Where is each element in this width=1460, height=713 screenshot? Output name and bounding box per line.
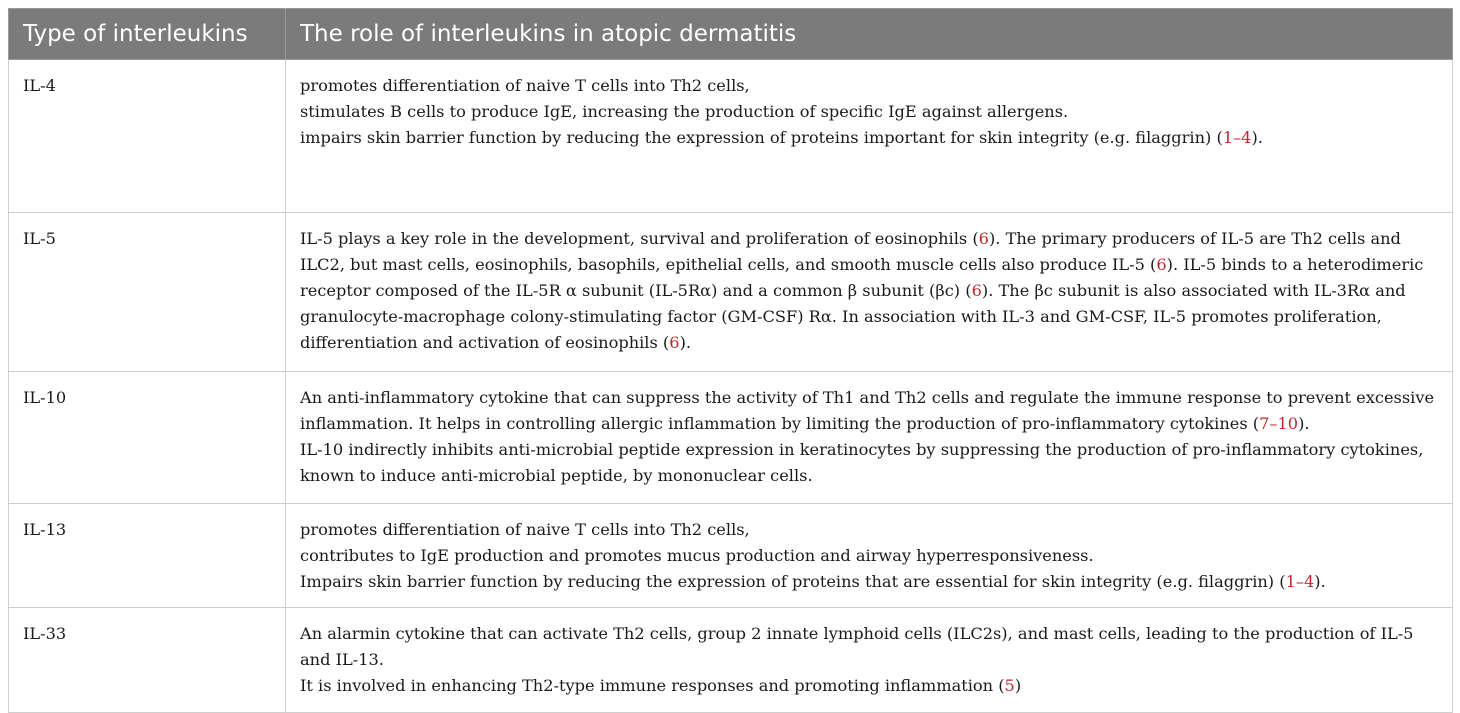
interleukin-type: IL-33 <box>9 608 286 713</box>
header-type: Type of interleukins <box>9 9 286 60</box>
citation-link[interactable]: 5 <box>1004 676 1015 695</box>
interleukin-table <box>8 8 1453 713</box>
role-line <box>300 569 1438 595</box>
interleukin-role <box>286 608 1453 713</box>
role-line: contributes to IgE production and promotes mucus production and airway hyperresponsiveness. <box>300 546 1094 565</box>
role-line-tail: ). <box>1251 128 1263 147</box>
role-line <box>300 125 1438 151</box>
interleukin-type: IL-4 <box>9 60 286 213</box>
table-row <box>9 608 1453 713</box>
interleukin-role <box>286 504 1453 608</box>
interleukin-role <box>286 60 1453 213</box>
citation-link[interactable]: 6 <box>669 333 680 352</box>
role-line-text: Impairs skin barrier function by reducing the expression of proteins that are essential for skin integrity (e.g. filaggrin) ( <box>300 572 1286 591</box>
table-row <box>9 372 1453 504</box>
header-role: The role of interleukins in atopic dermatitis <box>286 9 1453 60</box>
interleukin-type: IL-13 <box>9 504 286 608</box>
citation-link[interactable]: 6 <box>978 229 989 248</box>
role-text: ). The primary producers of IL-5 are Th2 cells and ILC2, but mast cells, eosinophils, basophils, epithelial cells, and smooth muscle cells also produce IL-5 ( <box>300 229 1401 274</box>
interleukin-role <box>286 372 1453 504</box>
citation-link[interactable]: 6 <box>971 281 982 300</box>
table-row <box>9 213 1453 372</box>
role-text: IL-10 indirectly inhibits anti-microbial peptide expression in keratinocytes by suppressing the production of pro-inflammatory cytokines, known to induce anti-microbial peptide, by mononuclear cells. <box>300 440 1424 485</box>
table-header-row <box>9 9 1453 60</box>
citation-link[interactable]: 7–10 <box>1259 414 1299 433</box>
role-line: stimulates B cells to produce IgE, increasing the production of specific IgE against allergens. <box>300 102 1069 121</box>
citation-link[interactable]: 1–4 <box>1222 128 1252 147</box>
interleukin-type: IL-5 <box>9 213 286 372</box>
role-text: ). IL-5 binds to a heterodimeric receptor composed of the IL-5R α subunit (IL-5Rα) and a common β subunit (βc) ( <box>300 255 1424 300</box>
role-text: ). <box>679 333 692 352</box>
role-text: An alarmin cytokine that can activate Th2 cells, group 2 innate lymphoid cells (ILC2s), and mast cells, leading to the production of IL-5 and IL-13. <box>300 624 1414 669</box>
interleukin-table-container <box>8 8 1452 713</box>
table-row <box>9 60 1453 213</box>
interleukin-type: IL-10 <box>9 372 286 504</box>
role-line: promotes differentiation of naive T cells into Th2 cells, <box>300 520 750 539</box>
citation-link[interactable]: 6 <box>1156 255 1167 274</box>
citation-link[interactable]: 1–4 <box>1285 572 1315 591</box>
role-text: ). The βc subunit is also associated with IL-3Rα and granulocyte-macrophage colony-stimulating factor (GM-CSF) Rα. In association with IL-3 and GM-CSF, IL-5 promotes proliferation, differentiation and activation of eosinophils ( <box>300 281 1406 352</box>
role-text: ) <box>1014 676 1022 695</box>
role-text: IL-5 plays a key role in the development, survival and proliferation of eosinophils ( <box>300 229 979 248</box>
role-text: An anti-inflammatory cytokine that can suppress the activity of Th1 and Th2 cells and regulate the immune response to prevent excessive inflammation. It helps in controlling allergic inflammation by limiting the production of pro-inflammatory cytokines ( <box>300 388 1435 433</box>
role-line-tail: ). <box>1314 572 1326 591</box>
table-row <box>9 504 1453 608</box>
role-text: ). <box>1298 414 1310 433</box>
interleukin-role <box>286 213 1453 372</box>
role-line-text: impairs skin barrier function by reducing the expression of proteins important for skin integrity (e.g. filaggrin) ( <box>300 128 1223 147</box>
role-text: It is involved in enhancing Th2-type immune responses and promoting inflammation ( <box>300 676 1005 695</box>
role-line: promotes differentiation of naive T cells into Th2 cells, <box>300 76 750 95</box>
